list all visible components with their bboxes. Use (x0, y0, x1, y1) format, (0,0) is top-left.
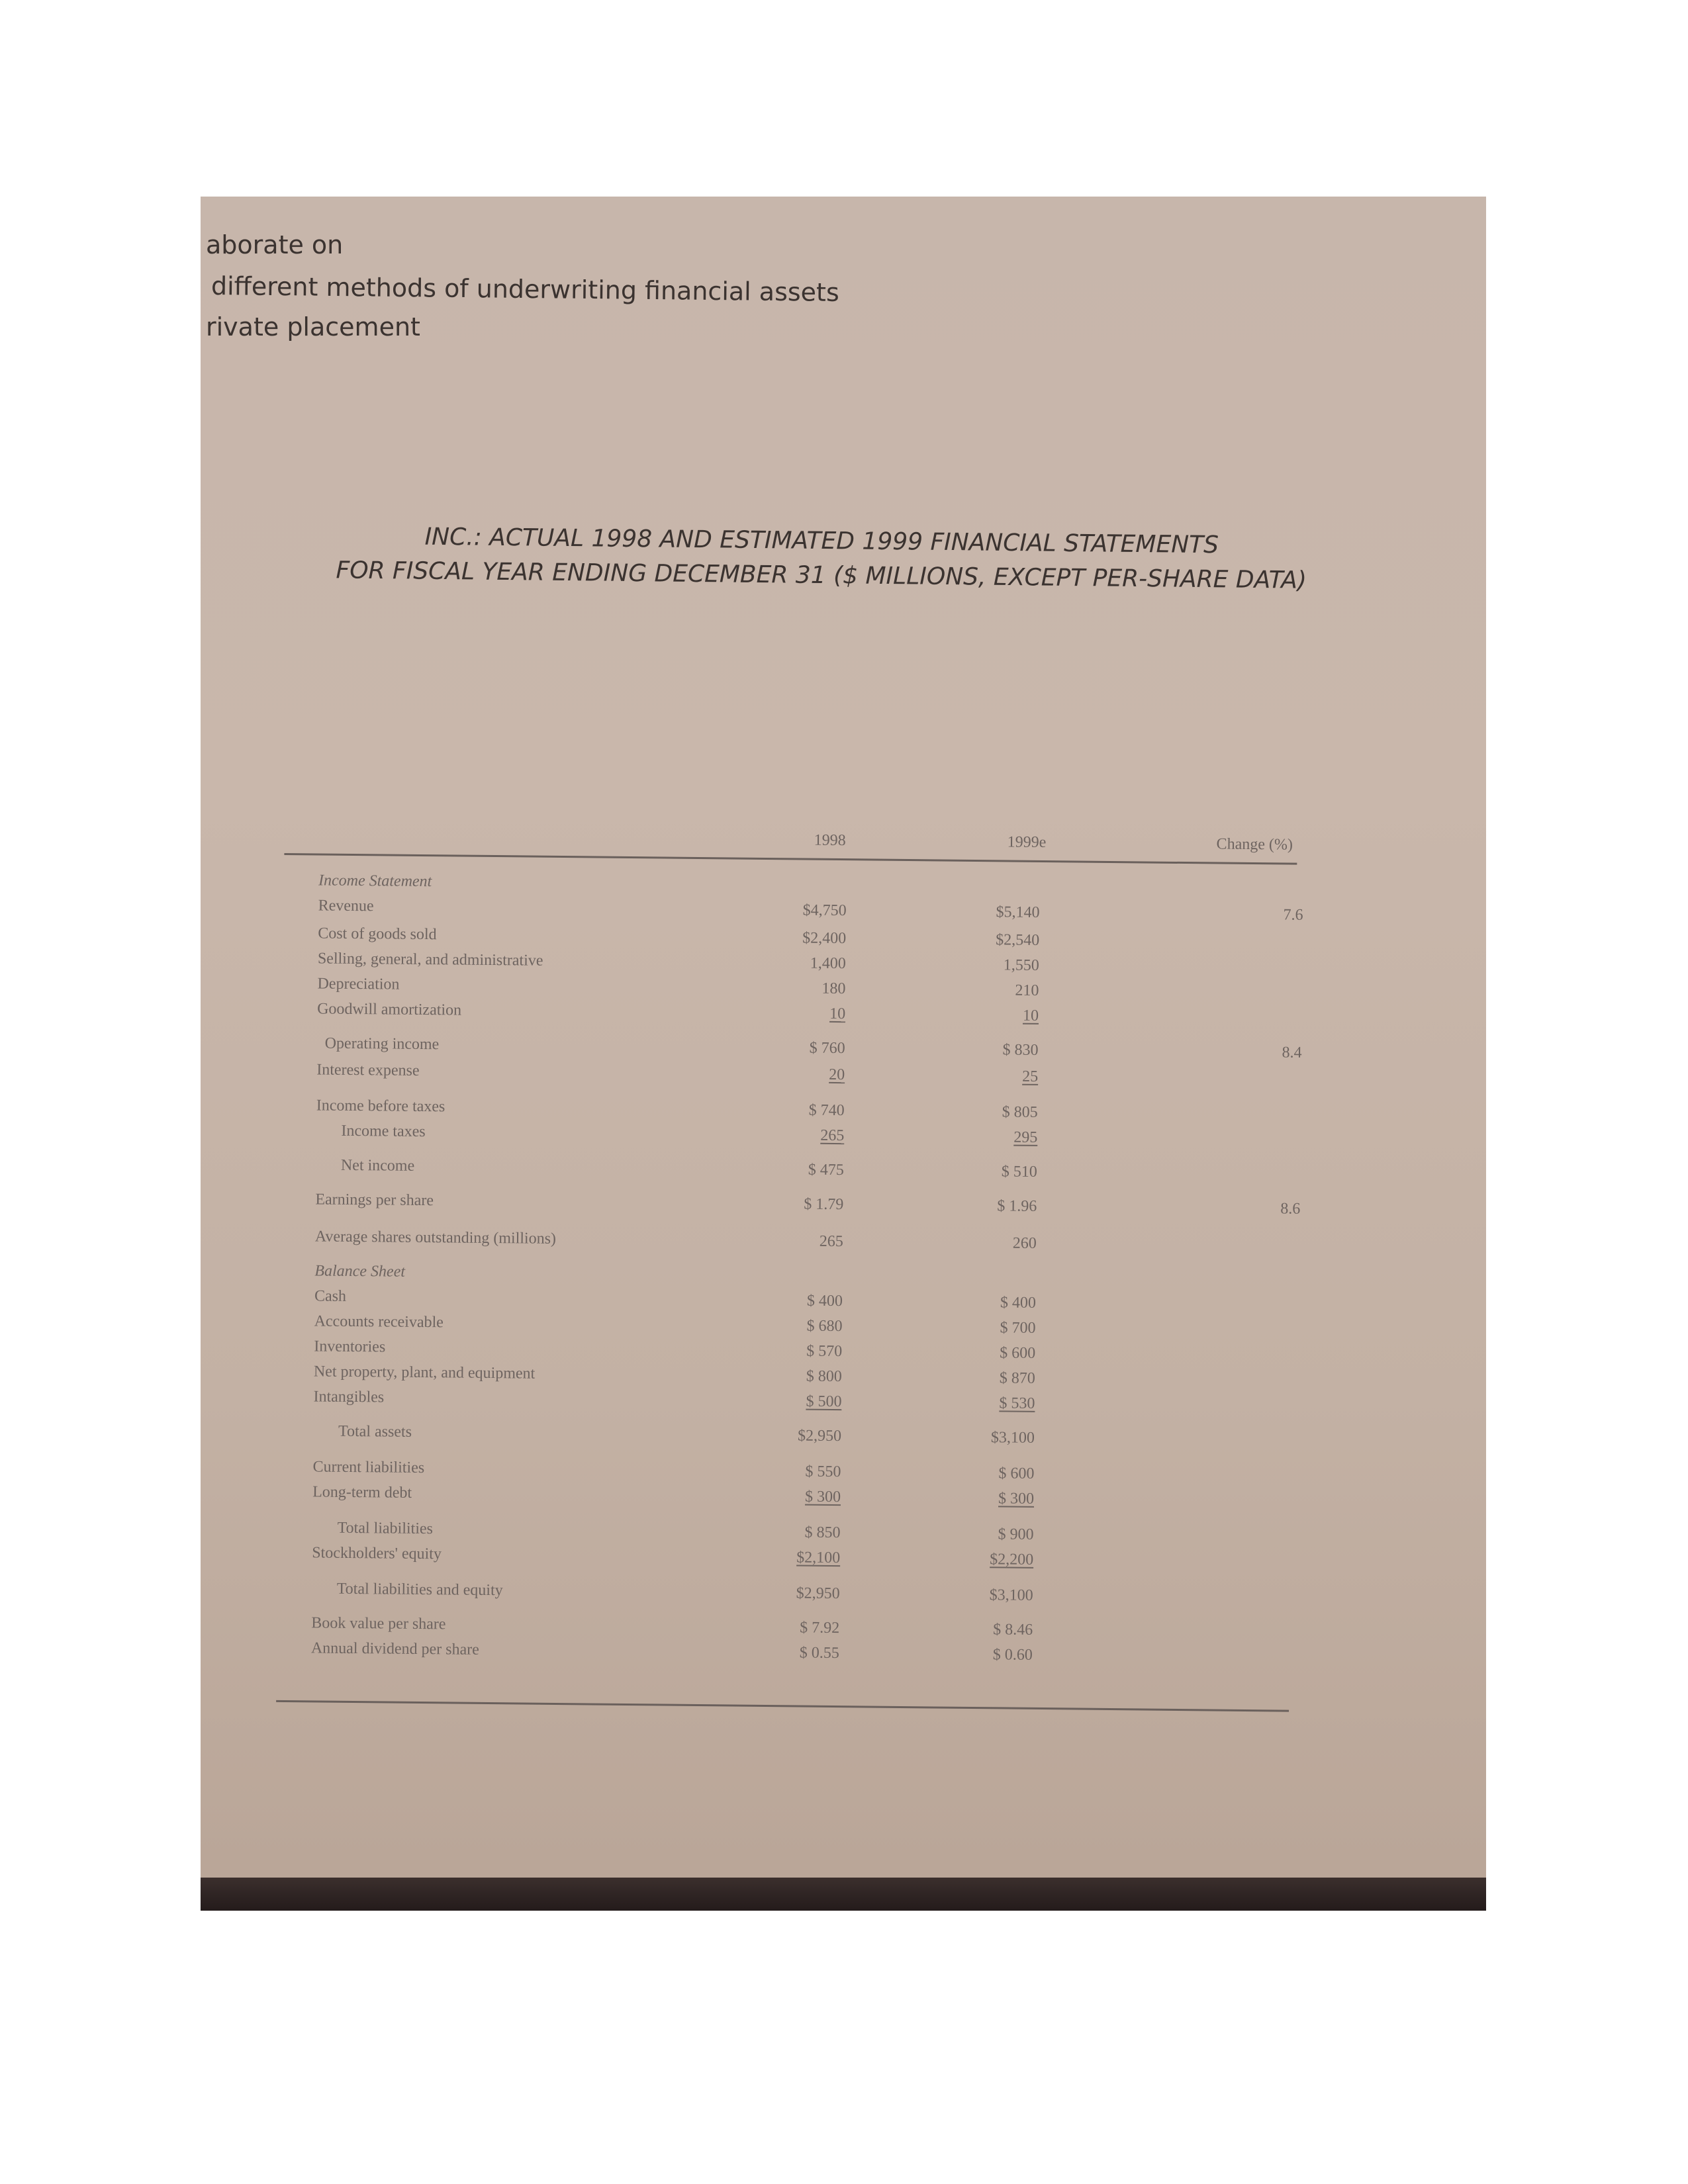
value-1998: $ 500 (806, 1392, 842, 1411)
note-line: different methods of underwriting financial assets (211, 271, 839, 307)
table-row (277, 1580, 1336, 1616)
value-1998: 265 (820, 1126, 845, 1145)
section-heading: Balance Sheet (314, 1262, 406, 1281)
row-label: Revenue (318, 897, 374, 915)
value-1998: $ 570 (806, 1342, 843, 1361)
row-label: Book value per share (311, 1614, 446, 1633)
section-heading: Income Statement (318, 872, 432, 891)
row-label: Total assets (338, 1422, 412, 1441)
row-label: Net property, plant, and equipment (313, 1363, 536, 1383)
row-label: Goodwill amortization (317, 1000, 462, 1019)
value-1999e: 10 (1022, 1007, 1039, 1024)
value-1998: 1,400 (810, 954, 846, 973)
value-1999e: $ 870 (999, 1369, 1035, 1387)
row-label: Income before taxes (316, 1097, 445, 1116)
value-1998: $4,750 (802, 901, 847, 920)
value-1999e: $ 400 (1000, 1294, 1037, 1312)
row-label: Accounts receivable (314, 1312, 444, 1332)
handwritten-notes (206, 224, 839, 347)
value-1999e: $ 1.96 (997, 1197, 1037, 1215)
row-label: Current liabilities (312, 1458, 425, 1477)
row-label: Total liabilities (337, 1519, 434, 1538)
value-1999e: $ 600 (998, 1465, 1035, 1482)
row-label: Intangibles (313, 1388, 385, 1406)
value-1999e: $ 8.46 (993, 1621, 1033, 1639)
value-1999e: $2,540 (996, 931, 1040, 949)
row-label: Cash (314, 1287, 347, 1305)
value-change: 7.6 (1283, 906, 1303, 924)
value-1999e: 25 (1022, 1068, 1039, 1085)
value-1998: $ 740 (808, 1101, 845, 1120)
table-row (281, 1191, 1340, 1227)
row-label: Average shares outstanding (millions) (314, 1228, 557, 1248)
value-1998: $2,400 (802, 929, 847, 948)
value-1999e: $ 510 (1001, 1163, 1037, 1181)
value-1998: 20 (829, 1066, 845, 1084)
value-1999e: $ 700 (1000, 1319, 1036, 1337)
row-label: Income taxes (341, 1122, 426, 1141)
note-line: aborate on (206, 230, 344, 259)
column-header-change: Change (%) (1216, 835, 1293, 854)
value-1999e: $ 900 (998, 1525, 1034, 1543)
row-label: Interest expense (316, 1061, 420, 1079)
value-1998: $ 300 (805, 1488, 841, 1506)
value-1999e: 210 (1015, 981, 1039, 999)
value-1998: $ 800 (806, 1367, 842, 1386)
value-1999e: 295 (1013, 1128, 1038, 1146)
table-top-rule (284, 853, 1297, 865)
value-1999e: $3,100 (989, 1586, 1033, 1604)
title-line-2: FOR FISCAL YEAR ENDING DECEMBER 31 ($ MILLIONS, EXCEPT PER-SHARE DATA) (336, 557, 1307, 594)
row-label: Earnings per share (315, 1191, 434, 1210)
value-1998: $ 680 (806, 1317, 843, 1336)
value-1998: $2,950 (797, 1427, 842, 1445)
value-1999e: $ 300 (998, 1490, 1035, 1508)
column-header-1998: 1998 (814, 831, 846, 850)
row-label: Operating income (324, 1034, 440, 1054)
value-1998: $ 550 (805, 1463, 841, 1481)
row-label: Total liabilities and equity (336, 1580, 503, 1600)
value-1999e: $ 805 (1002, 1103, 1038, 1121)
table-row (281, 1156, 1340, 1193)
table-row (279, 1422, 1338, 1459)
value-1999e: $5,140 (996, 903, 1040, 921)
financial-statement-table (275, 607, 1372, 1756)
table-row (281, 1228, 1340, 1264)
value-1998: $ 1.79 (804, 1195, 844, 1214)
column-header-1999e: 1999e (1007, 833, 1047, 852)
row-label: Stockholders' equity (312, 1544, 442, 1563)
table-bottom-rule (276, 1700, 1289, 1712)
document-photo (201, 197, 1486, 1911)
row-label: Annual dividend per share (310, 1639, 479, 1659)
value-1999e: 1,550 (1003, 956, 1039, 974)
value-1998: $2,100 (796, 1549, 841, 1567)
statement-title (285, 519, 1358, 599)
value-1999e: $ 600 (1000, 1344, 1036, 1362)
value-change: 8.6 (1280, 1200, 1301, 1218)
value-1999e: $ 0.60 (992, 1646, 1033, 1664)
row-label: Long-term debt (312, 1483, 412, 1502)
value-1998: $ 7.92 (800, 1619, 840, 1637)
value-1998: 180 (821, 979, 846, 998)
value-1998: $ 850 (804, 1524, 841, 1542)
photo-shadow-edge (201, 1878, 1486, 1911)
value-1998: $ 400 (806, 1292, 843, 1310)
value-1999e: $ 530 (999, 1394, 1035, 1412)
row-label: Net income (340, 1156, 415, 1175)
value-1998: 10 (829, 1005, 846, 1023)
title-line-1: INC.: ACTUAL 1998 AND ESTIMATED 1999 FINANCIAL STATEMENTS (424, 523, 1219, 559)
value-1998: $ 0.55 (799, 1644, 839, 1662)
value-1999e: $ 830 (1002, 1041, 1039, 1059)
value-1999e: $3,100 (990, 1429, 1035, 1447)
value-change: 8.4 (1282, 1044, 1302, 1062)
value-1998: 265 (819, 1232, 843, 1251)
row-label: Selling, general, and administrative (317, 950, 543, 970)
row-label: Cost of goods sold (318, 925, 437, 944)
value-1998: $ 475 (808, 1161, 844, 1179)
value-1999e: 260 (1012, 1234, 1037, 1252)
row-label: Depreciation (317, 975, 400, 993)
value-1999e: $2,200 (990, 1551, 1034, 1569)
value-1998: $ 760 (809, 1039, 845, 1058)
value-1998: $2,950 (796, 1584, 840, 1603)
row-label: Inventories (314, 1338, 386, 1356)
note-line: rivate placement (206, 312, 420, 341)
